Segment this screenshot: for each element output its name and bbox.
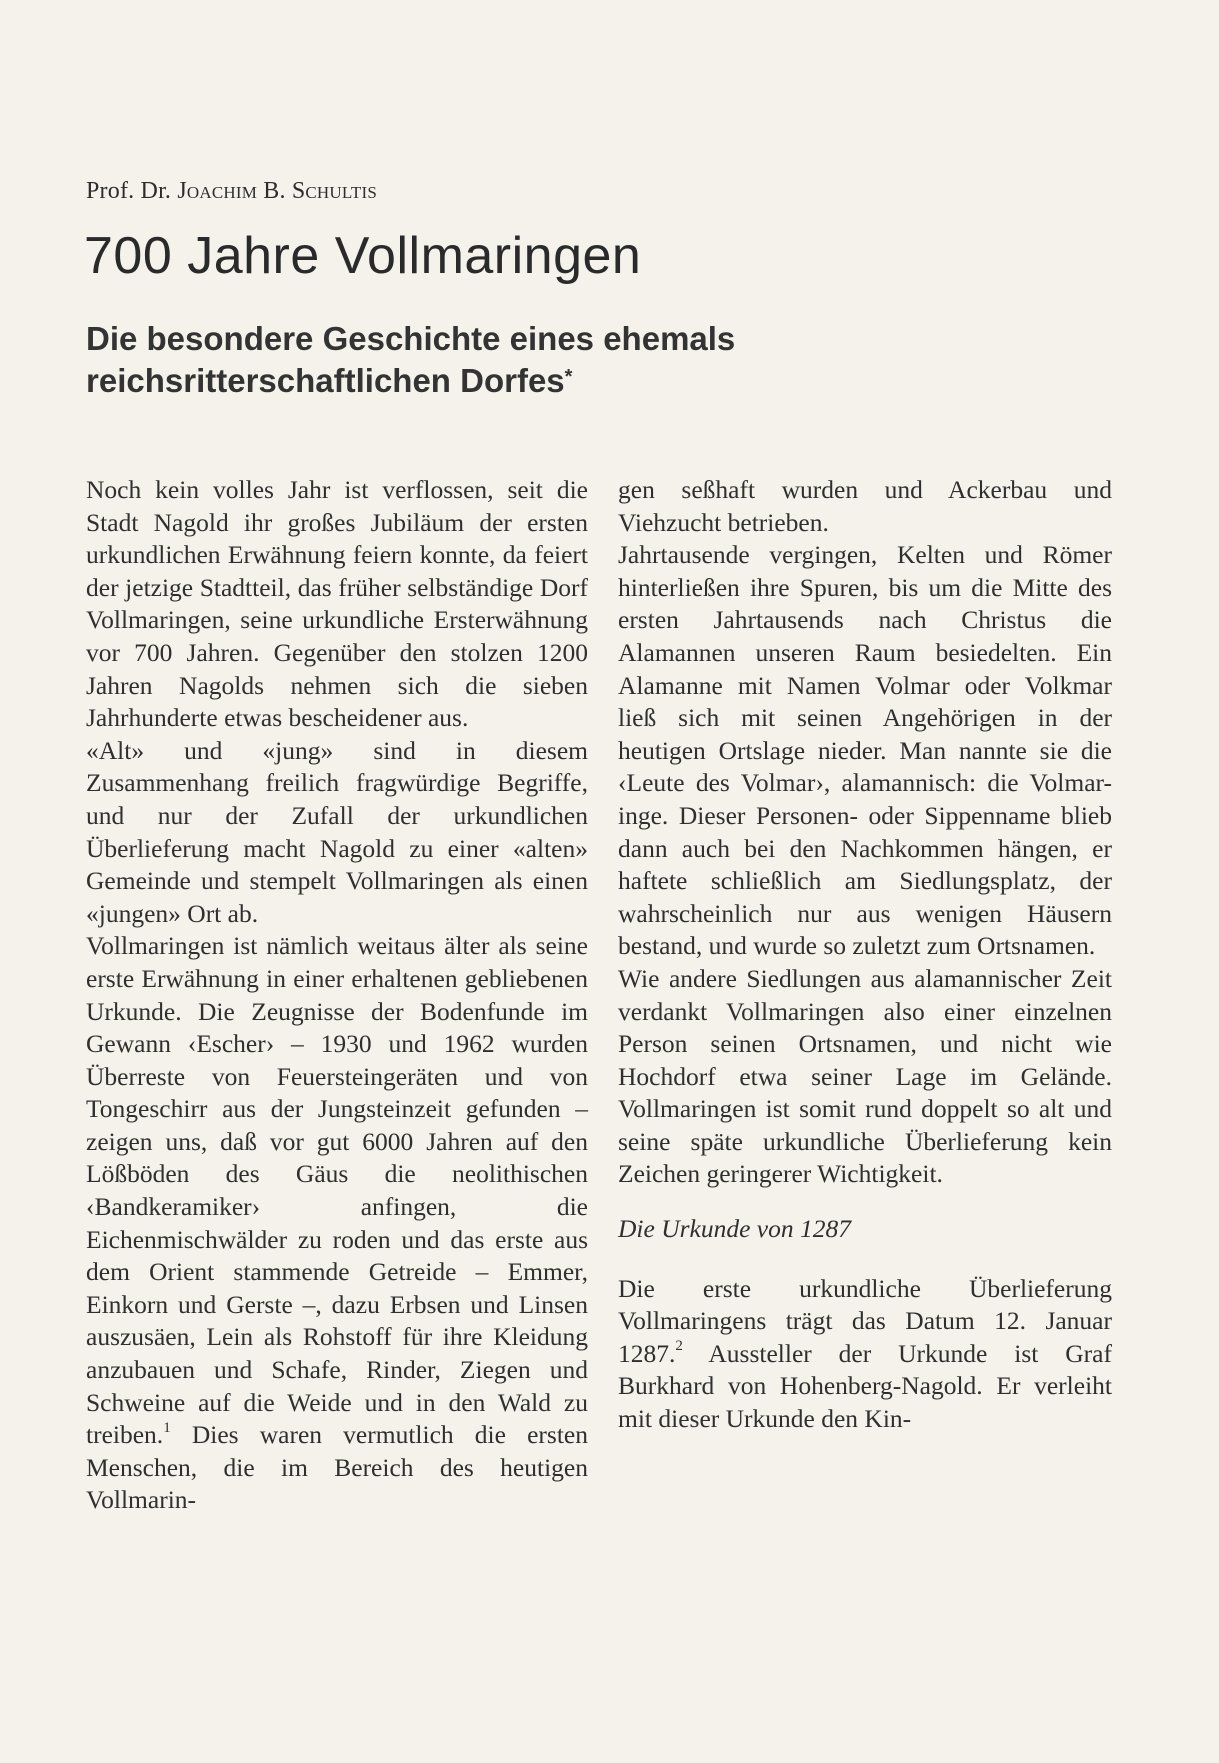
footnote-ref: 2 [675,1338,683,1355]
author-name: Joachim B. Schultis [177,178,378,204]
paragraph: «Alt» und «jung» sind in diesem Zusammenhang freilich fragwürdige Begriffe, und nur der Zufall der urkundlichen Überlieferung macht Nagold zu einer «alten» Gemeinde und stempelt Vollmaringen als einen «jungen» Ort ab. [86,735,588,928]
section-heading: Die Urkunde von 1287 [618,1214,851,1244]
paragraph [618,1273,1112,1436]
paragraph-text: Vollmaringen ist nämlich weitaus älter als seine erste Erwähnung in einer erhaltenen gebliebenen Urkunde. Die Zeugnisse der Bodenfunde im Gewann ‹Escher› – 1930 und 1962 wurden Überreste von Feuersteingeräten und von Tongeschirr aus der Jungsteinzeit gefunden – zeigen uns, daß vor gut 6000 Jahren auf den Lößböden des Gäus die neolithischen ‹Bandkeramiker› anfingen, die Eichenmischwälder zu roden und das erste aus dem Orient stammende Getreide – Emmer, Einkorn und Gerste –, dazu Erbsen und Linsen auszusäen, Lein als Rohstoff für ihre Kleidung anzubauen und Schafe, Rinder, Ziegen und Schweine auf die Weide und in den Wald zu treiben. [86,931,588,1450]
subtitle-footnote-mark: * [564,366,573,388]
footnote-ref: 1 [163,1419,171,1436]
paragraph-text: Die erste urkundliche Überlieferung Vollmaringens trägt das Datum 12. Januar 1287. [618,1273,1112,1368]
right-column [618,474,1112,1436]
paragraph: Wie andere Siedlungen aus alamannischer Zeit verdankt Vollmaringen also einer einzelnen Person seinen Ortsnamen, und nicht wie Hochdorf etwa seiner Lage im Gelände. Vollmaringen ist somit rund doppelt so alt und seine späte urkundliche Überlieferung kein Zeichen geringerer Wichtigkeit. [618,963,1112,1189]
paragraph: Jahrtausende vergingen, Kelten und Römer hinterließen ihre Spuren, bis um die Mitte des ersten Jahrtausends nach Christus die Alamannen unseren Raum besiedelten. Ein Alamanne mit Namen Volmar oder Volkmar ließ sich mit seinen Angehörigen in der heutigen Ortslage nieder. Man nannte sie die ‹Leute des Volmar›, alamannisch: die Volmar-inge. Dieser Personen- oder Sippenname blieb dann auch bei den Nachkommen hängen, er haftete schließlich am Siedlungsplatz, der wahrscheinlich nur aus wenigen Häusern bestand, und wurde so zuletzt zum Ortsnamen. [618,540,1112,961]
author-line [86,178,377,205]
left-column [86,474,588,1517]
article-title: 700 Jahre Vollmaringen [84,227,642,285]
paragraph: Noch kein volles Jahr ist verflossen, seit die Stadt Nagold ihr großes Jubiläum der ersten urkundlichen Erwähnung feiern konnte, da feiert der jetzige Stadtteil, das früher selbständige Dorf Vollmaringen, seine urkundliche Ersterwähnung vor 700 Jahren. Gegenüber den stolzen 1200 Jahren Nagolds nehmen sich die sieben Jahrhunderte etwas bescheidener aus. [86,475,588,733]
paragraph-text: Aussteller der Urkunde ist Graf Burkhard von Hohenberg-Nagold. Er verleiht mit dieser Urkunde den Kin- [618,1338,1112,1434]
paragraph-text: Dies waren vermutlich die ersten Menschen, die im Bereich des heutigen Vollmarin- [86,1420,588,1515]
author-prefix: Prof. Dr. [86,178,172,204]
subtitle-text: Die besondere Geschichte eines ehemals reichsritterschaftlichen Dorfes [86,320,736,399]
paragraph [86,930,588,1517]
article-subtitle [86,318,846,402]
paragraph: gen seßhaft wurden und Ackerbau und Viehzucht betrieben. [618,475,1112,537]
